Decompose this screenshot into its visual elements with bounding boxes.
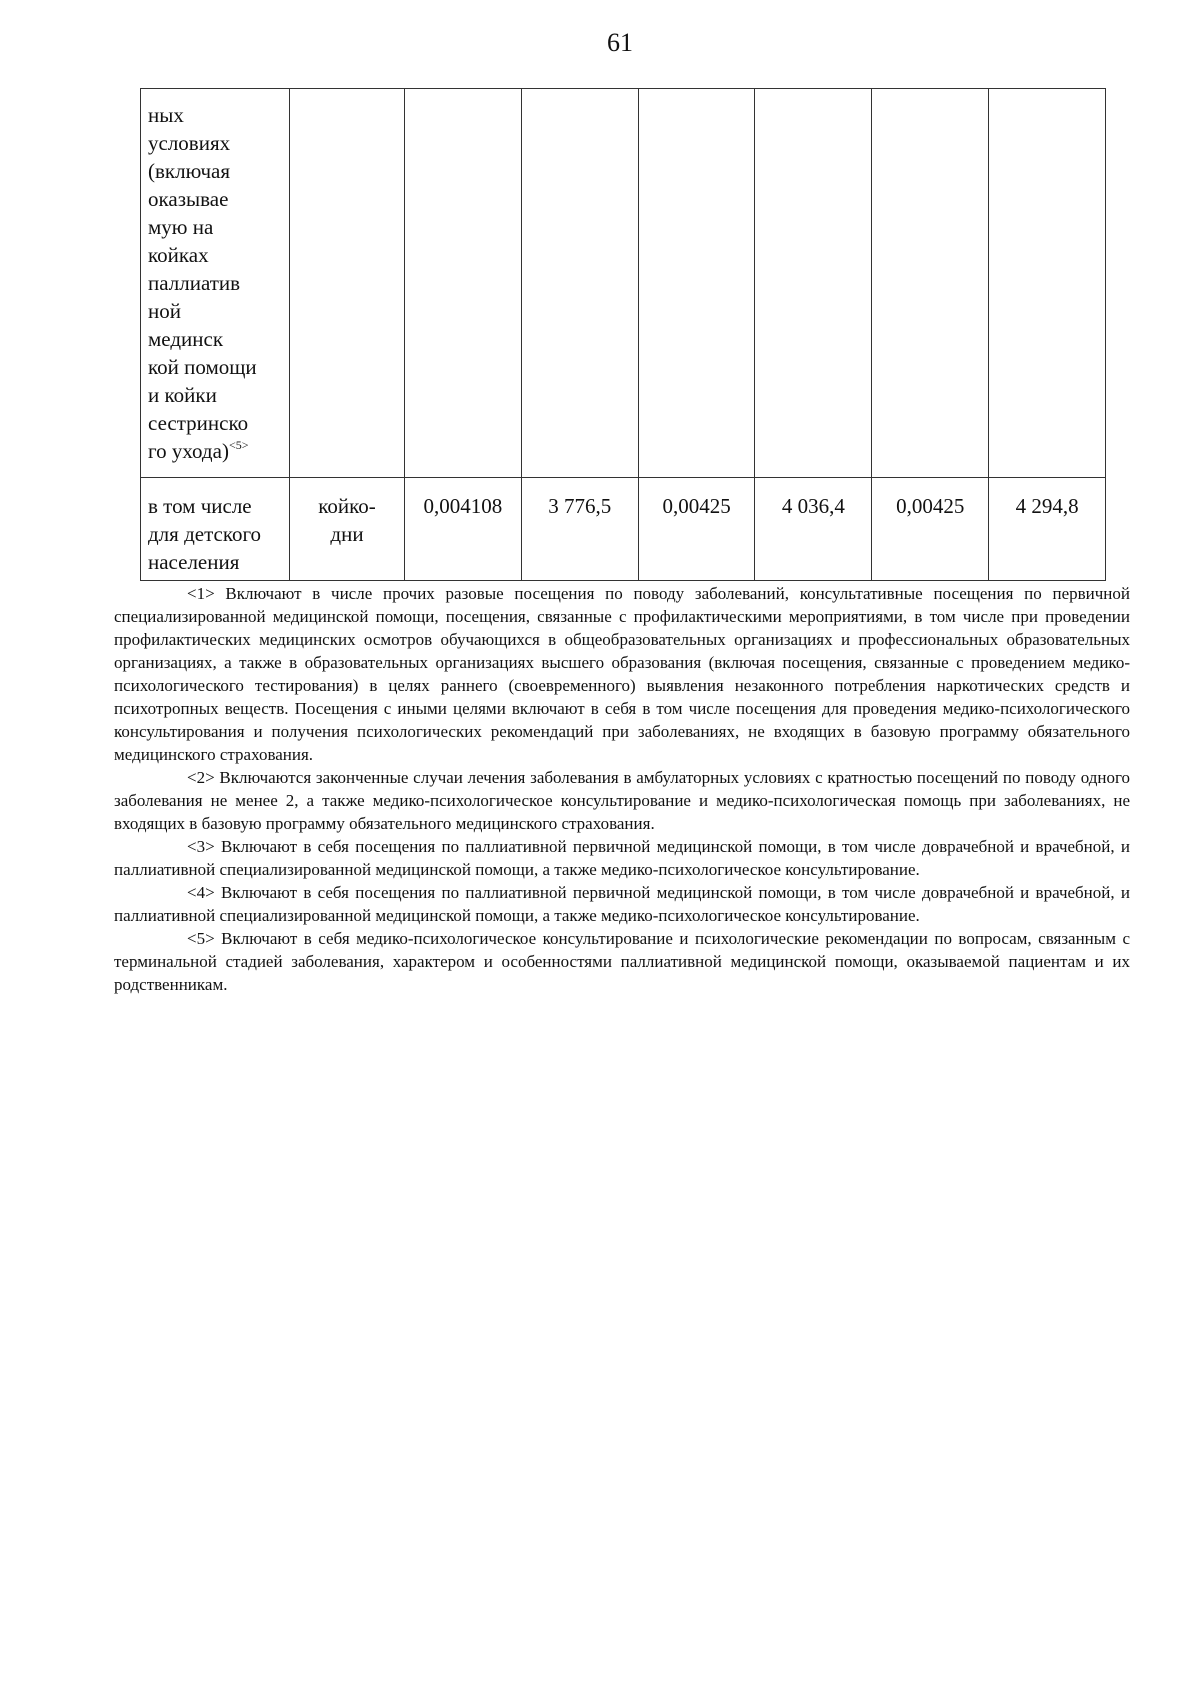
row-label-cell bbox=[141, 478, 290, 581]
value-cell: 4 294,8 bbox=[989, 478, 1106, 581]
footnote-5: <5> Включают в себя медико-психологическое консультирование и психологические рекомендации по вопросам, связанным с терминальной стадией заболевания, характером и особенностями паллиативной медицинской помощи, оказываемой пациентам и их родственникам. bbox=[114, 929, 1130, 994]
page-number: 61 bbox=[607, 28, 633, 57]
row-label-cell bbox=[141, 89, 290, 478]
unit-cell bbox=[290, 478, 405, 581]
value-cell: 3 776,5 bbox=[521, 478, 638, 581]
value-cell bbox=[405, 89, 522, 478]
value-cell: 0,00425 bbox=[872, 478, 989, 581]
value-cell: 0,004108 bbox=[405, 478, 522, 581]
row-label: ных условиях (включая оказывае мую на койках паллиатив ной мединск кой помощи и койки сестринско го ухода) bbox=[148, 103, 257, 463]
data-table bbox=[140, 88, 1106, 581]
footnote-4: <4> Включают в себя посещения по паллиативной первичной медицинской помощи, в том числе доврачебной и врачебной, и паллиативной специализированной медицинской помощи, а также медико-психологическое консультирование. bbox=[114, 883, 1130, 925]
unit-label: койко- дни bbox=[318, 494, 376, 546]
footnote-ref: <5> bbox=[228, 438, 249, 452]
table-row bbox=[141, 478, 1106, 581]
value-cell bbox=[521, 89, 638, 478]
unit-cell bbox=[290, 89, 405, 478]
row-label: в том числе для детского населения bbox=[148, 494, 262, 574]
footnote-3: <3> Включают в себя посещения по паллиативной первичной медицинской помощи, в том числе доврачебной и врачебной, и паллиативной специализированной медицинской помощи, а также медико-психологическое консультирование. bbox=[114, 837, 1130, 879]
value-cell bbox=[755, 89, 872, 478]
footnote-2: <2> Включаются законченные случаи лечения заболевания в амбулаторных условиях с кратностью посещений по поводу одного заболевания не менее 2, а также медико-психологическое консультирование и медико-психологическая помощь при заболеваниях, не входящих в базовую программу обязательного медицинского страхования. bbox=[114, 768, 1130, 833]
footnote-1: <1> Включают в числе прочих разовые посещения по поводу заболеваний, консультативные посещения по первичной специализированной медицинской помощи, посещения, связанные с профилактическими мероприятиями, в том числе при проведении профилактических медицинских осмотров обучающихся в общеобразовательных организациях и профессиональных образовательных организациях, а также в образовательных организациях высшего образования (включая посещения, связанные с проведением медико-психологического тестирования) в целях раннего (своевременного) выявления незаконного потребления наркотических средств и психотропных веществ. Посещения с иными целями включают в себя в том числе посещения для проведения медико-психологического консультирования и получения психологических рекомендаций при заболеваниях, не входящих в базовую программу обязательного медицинского страхования. bbox=[114, 584, 1130, 764]
value-cell: 0,00425 bbox=[638, 478, 755, 581]
value-cell: 4 036,4 bbox=[755, 478, 872, 581]
value-cell bbox=[638, 89, 755, 478]
footnotes bbox=[114, 582, 1130, 996]
table-row bbox=[141, 89, 1106, 478]
value-cell bbox=[872, 89, 989, 478]
value-cell bbox=[989, 89, 1106, 478]
